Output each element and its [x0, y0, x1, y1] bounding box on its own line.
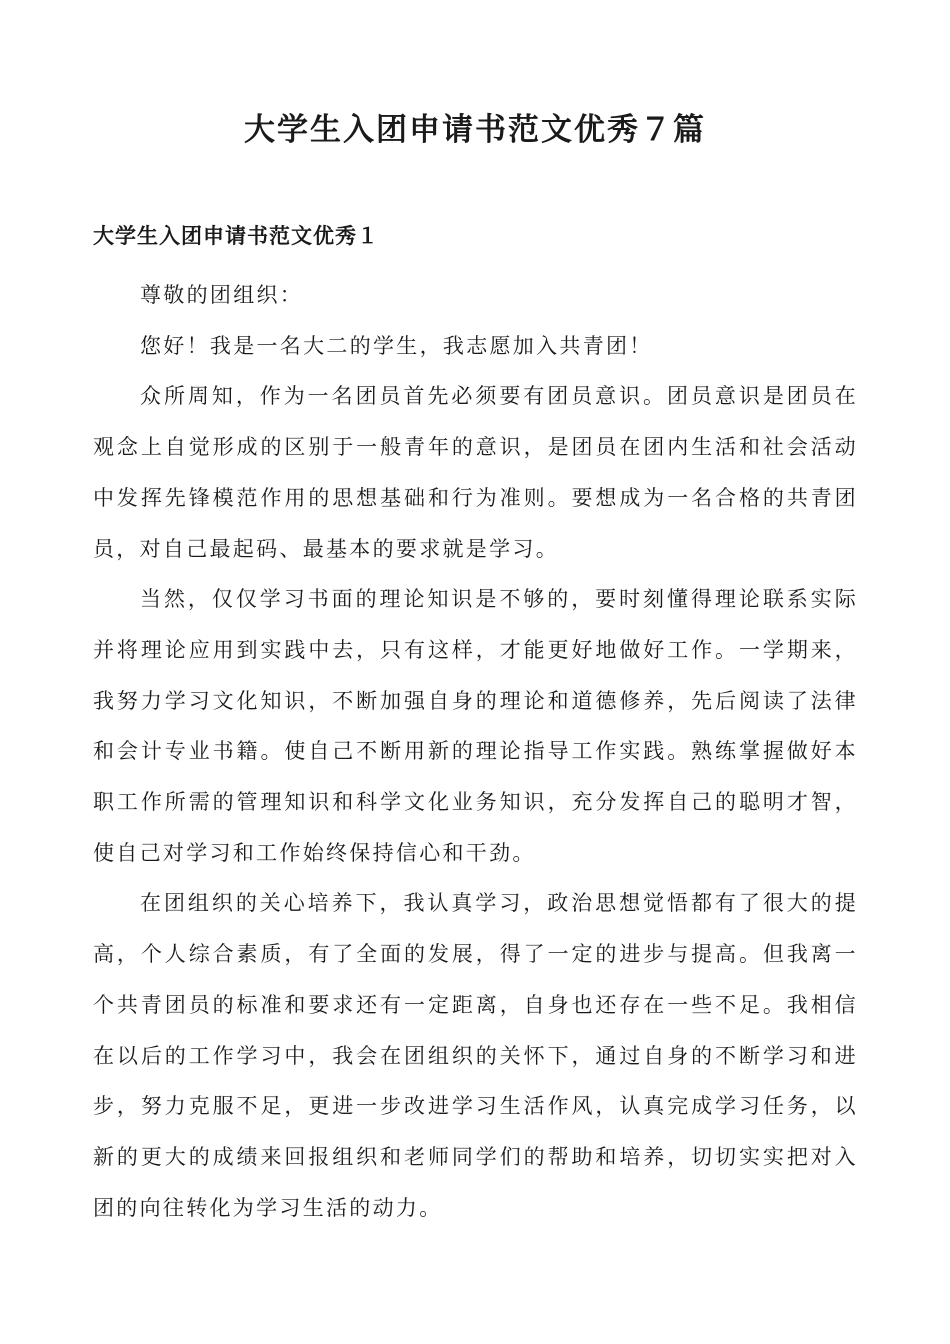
paragraph-progress: 在团组织的关心培养下，我认真学习，政治思想觉悟都有了很大的提高，个人综合素质，有了全面的发展，得了一定的进步与提高。但我离一个共青团员的标准和要求还有一定距离，自身也还存在一些不足。我相信在以后的工作学习中，我会在团组织的关怀下，通过自身的不断学习和进步，努力克服不足，更进一步改进学习生活作风，认真完成学习任务，以新的更大的成绩来回报组织和老师同学们的帮助和培养，切切实实把对入团的向往转化为学习生活的动力。 [93, 891, 858, 1220]
paragraph-practice: 当然，仅仅学习书面的理论知识是不够的，要时刻懂得理论联系实际并将理论应用到实践中去，只有这样，才能更好地做好工作。一学期来，我努力学习文化知识，不断加强自身的理论和道德修养，先后阅读了法律和会计专业书籍。使自己不断用新的理论指导工作实践。熟练掌握做好本职工作所需的管理知识和科学文化业务知识，充分发挥自己的聪明才智，使自己对学习和工作始终保持信心和干劲。 [93, 587, 858, 865]
paragraph-awareness: 众所周知，作为一名团员首先必须要有团员意识。团员意识是团员在观念上自觉形成的区别于一般青年的意识，是团员在团内生活和社会活动中发挥先锋模范作用的思想基础和行为准则。要想成为一名合格的共青团员，对自己最起码、最基本的要求就是学习。 [93, 384, 858, 561]
letter-body [93, 270, 858, 1233]
paragraph-greeting: 您好！我是一名大二的学生，我志愿加入共青团！ [140, 333, 653, 358]
document-title: 大学生入团申请书范文优秀７篇 [244, 112, 706, 148]
salutation: 尊敬的团组织： [140, 283, 304, 307]
section-heading: 大学生入团申请书范文优秀１ [93, 224, 379, 248]
